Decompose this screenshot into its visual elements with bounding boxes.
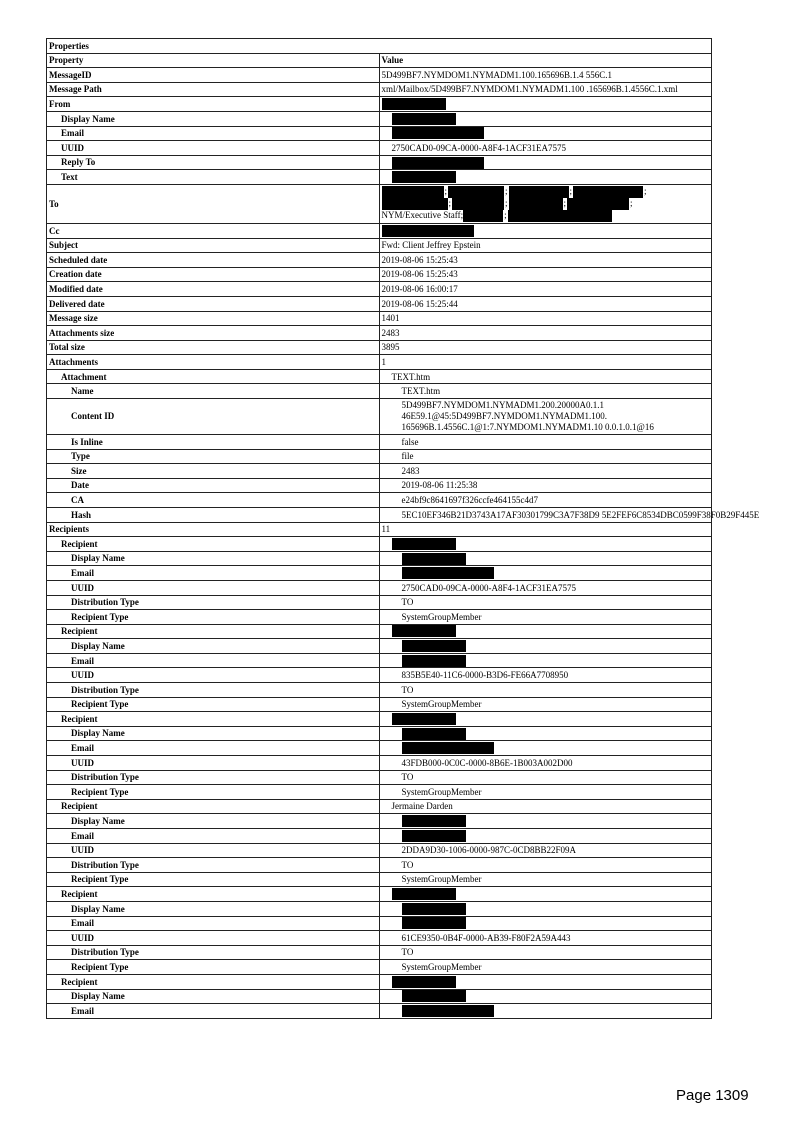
property-value (379, 741, 712, 756)
redaction-block (402, 728, 466, 740)
property-value: SystemGroupMember (379, 785, 712, 800)
property-value: 2483 (379, 326, 712, 341)
property-row (47, 434, 712, 449)
property-name: Cc (47, 223, 380, 238)
to-separator: ; (505, 198, 508, 208)
property-name: Reply To (47, 155, 380, 170)
property-name: Name (47, 384, 380, 399)
to-separator: ; (448, 198, 452, 208)
property-name: Email (47, 1004, 380, 1019)
property-name: UUID (47, 931, 380, 946)
property-name: Hash (47, 507, 380, 522)
property-name: Text (47, 170, 380, 185)
redaction-block (392, 113, 456, 125)
property-value: TEXT.htm (379, 369, 712, 384)
property-value: 1 (379, 355, 712, 370)
property-value: 2019-08-06 16:00:17 (379, 282, 712, 297)
property-name: Recipient (47, 712, 380, 727)
property-row (47, 756, 712, 771)
property-row (47, 697, 712, 712)
property-value: 2750CAD0-09CA-0000-A8F4-1ACF31EA7575 (379, 141, 712, 156)
property-name: Content ID (47, 399, 380, 435)
to-separator: ; (505, 186, 508, 196)
redaction-block (573, 186, 643, 198)
property-row (47, 814, 712, 829)
redaction-block (402, 830, 466, 842)
redaction-block (382, 198, 448, 210)
property-name: Date (47, 478, 380, 493)
redaction-block (382, 186, 444, 198)
redaction-block (392, 538, 456, 550)
property-row (47, 311, 712, 326)
property-row (47, 580, 712, 595)
property-value (379, 111, 712, 126)
property-row (47, 141, 712, 156)
redaction-block (509, 198, 563, 210)
property-row (47, 82, 712, 97)
to-separator: ; (444, 186, 448, 196)
property-row (47, 989, 712, 1004)
property-name: Distribution Type (47, 595, 380, 610)
to-separator: ; (630, 198, 633, 208)
property-value: TO (379, 858, 712, 873)
property-row (47, 170, 712, 185)
property-value: 2019-08-06 15:25:43 (379, 267, 712, 282)
property-value (379, 624, 712, 639)
value-line: 46E59.1@45:5D499BF7.NYMDOM1.NYMADM1.100. (401, 411, 608, 422)
property-value: TO (379, 595, 712, 610)
property-row (47, 478, 712, 493)
property-row (47, 111, 712, 126)
property-value: file (379, 449, 712, 464)
property-name: Email (47, 126, 380, 141)
page-number: Page 1309 (676, 1087, 749, 1104)
property-row (47, 340, 712, 355)
redaction-block (402, 567, 494, 579)
to-separator: ; (563, 198, 567, 208)
properties-table (46, 38, 760, 1019)
property-value: 43FDB000-0C0C-0000-8B6E-1B003A002D00 (379, 756, 712, 771)
property-value: SystemGroupMember (379, 960, 712, 975)
property-value: 2019-08-06 11:25:38 (379, 478, 712, 493)
property-name: Recipient Type (47, 610, 380, 625)
property-name: MessageID (47, 68, 380, 83)
property-row (47, 384, 712, 399)
property-value (379, 916, 712, 931)
property-row (47, 355, 712, 370)
property-name: Attachment (47, 369, 380, 384)
property-value: 3895 (379, 340, 712, 355)
property-name: Attachments size (47, 326, 380, 341)
property-row (47, 610, 712, 625)
redaction-block (392, 157, 484, 169)
property-value (379, 712, 712, 727)
redaction-block (402, 903, 466, 915)
redaction-block (452, 198, 504, 210)
redaction-block (567, 198, 629, 210)
to-separator: ; (504, 210, 507, 220)
property-name: To (47, 184, 380, 223)
property-value: 5EC10EF346B21D3743A17AF30301799C3A7F38D9 5E2FEF6C8534DBC0599F38F0B29F445E (379, 507, 712, 522)
property-row (47, 843, 712, 858)
property-value: 1401 (379, 311, 712, 326)
property-value (379, 901, 712, 916)
property-value: xml/Mailbox/5D499BF7.NYMDOM1.NYMADM1.100 .165696B.1.4556C.1.xml (379, 82, 712, 97)
property-value (379, 814, 712, 829)
redaction-block (392, 888, 456, 900)
property-value: 61CE9350-0B4F-0000-AB39-F80F2A59A443 (379, 931, 712, 946)
property-name: UUID (47, 580, 380, 595)
property-value: 2DDA9D30-1006-0000-987C-0CD8BB22F09A (379, 843, 712, 858)
property-value (379, 551, 712, 566)
property-name: Recipient Type (47, 697, 380, 712)
property-row (47, 155, 712, 170)
property-value (379, 184, 712, 223)
property-row (47, 184, 712, 223)
property-name: CA (47, 493, 380, 508)
property-row (47, 712, 712, 727)
property-row (47, 668, 712, 683)
property-value (379, 155, 712, 170)
property-name: Message size (47, 311, 380, 326)
property-row (47, 493, 712, 508)
property-name: UUID (47, 756, 380, 771)
property-value (379, 829, 712, 844)
property-value: 11 (379, 522, 712, 537)
property-row (47, 326, 712, 341)
property-name: Display Name (47, 814, 380, 829)
redaction-block (402, 640, 466, 652)
property-value: Fwd: Client Jeffrey Epstein (379, 238, 712, 253)
property-row (47, 449, 712, 464)
property-value (379, 537, 712, 552)
property-name: Is Inline (47, 434, 380, 449)
property-value: 5D499BF7.NYMDOM1.NYMADM1.100.165696B.1.4 556C.1 (379, 68, 712, 83)
property-row (47, 566, 712, 581)
property-name: Display Name (47, 726, 380, 741)
property-value: 835B5E40-11C6-0000-B3D6-FE66A7708950 (379, 668, 712, 683)
property-value (379, 989, 712, 1004)
property-row (47, 639, 712, 654)
property-name: Recipient (47, 887, 380, 902)
property-value (379, 97, 712, 112)
property-row (47, 974, 712, 989)
property-name: UUID (47, 843, 380, 858)
property-name: Recipient (47, 799, 380, 814)
property-row (47, 369, 712, 384)
property-value: 2019-08-06 15:25:44 (379, 296, 712, 311)
redaction-block (392, 625, 456, 637)
property-row (47, 785, 712, 800)
property-value: TEXT.htm (379, 384, 712, 399)
property-value: e24bf9c8641697f326ccfe464155c4d7 (379, 493, 712, 508)
property-row (47, 68, 712, 83)
property-row (47, 97, 712, 112)
property-row (47, 960, 712, 975)
property-name: Display Name (47, 551, 380, 566)
to-visible-entry: NYM/Executive Staff; (381, 210, 464, 220)
property-row (47, 726, 712, 741)
redaction-block (402, 553, 466, 565)
property-value: SystemGroupMember (379, 697, 712, 712)
property-row (47, 126, 712, 141)
property-value: 2483 (379, 464, 712, 479)
redaction-block (392, 171, 456, 183)
redaction-block (402, 655, 466, 667)
property-row (47, 464, 712, 479)
property-name: Distribution Type (47, 858, 380, 873)
property-value (379, 126, 712, 141)
value-line: 5D499BF7.NYMDOM1.NYMADM1.200.20000A0.1.1 (401, 400, 605, 411)
property-row (47, 653, 712, 668)
property-row (47, 522, 712, 537)
property-row (47, 282, 712, 297)
property-row (47, 595, 712, 610)
property-value (379, 170, 712, 185)
property-name: Display Name (47, 901, 380, 916)
property-value (379, 639, 712, 654)
redaction-block (392, 976, 456, 988)
property-row (47, 829, 712, 844)
property-value (379, 566, 712, 581)
property-value: Jermaine Darden (379, 799, 712, 814)
property-value: SystemGroupMember (379, 610, 712, 625)
property-name: Email (47, 829, 380, 844)
property-row (47, 296, 712, 311)
property-value: SystemGroupMember (379, 872, 712, 887)
property-name: Scheduled date (47, 253, 380, 268)
property-value: false (379, 434, 712, 449)
property-row (47, 238, 712, 253)
property-name: Recipient (47, 974, 380, 989)
table-title-row (47, 39, 712, 54)
property-row (47, 887, 712, 902)
property-row (47, 931, 712, 946)
property-row (47, 901, 712, 916)
property-name: UUID (47, 141, 380, 156)
redaction-block (382, 98, 446, 110)
property-value: 2019-08-06 15:25:43 (379, 253, 712, 268)
property-name: From (47, 97, 380, 112)
redaction-block (509, 186, 569, 198)
redaction-block (508, 210, 612, 222)
property-name: Recipient (47, 537, 380, 552)
property-name: Attachments (47, 355, 380, 370)
redaction-block (402, 917, 466, 929)
property-row (47, 399, 712, 435)
property-row (47, 683, 712, 698)
property-row (47, 551, 712, 566)
redaction-block (392, 127, 484, 139)
to-line-1 (382, 186, 710, 210)
property-name: Creation date (47, 267, 380, 282)
property-value (379, 887, 712, 902)
redaction-block (463, 210, 503, 222)
property-value (379, 399, 712, 435)
property-row (47, 537, 712, 552)
property-value (379, 974, 712, 989)
property-name: Recipient Type (47, 960, 380, 975)
property-name: Email (47, 653, 380, 668)
property-row (47, 1004, 712, 1019)
header-property: Property (47, 53, 380, 68)
to-line-2 (382, 210, 710, 222)
table-title: Properties (47, 39, 712, 54)
property-name: Message Path (47, 82, 380, 97)
property-name: Delivered date (47, 296, 380, 311)
property-name: Email (47, 916, 380, 931)
header-value: Value (379, 53, 712, 68)
property-row (47, 799, 712, 814)
property-row (47, 253, 712, 268)
property-name: UUID (47, 668, 380, 683)
property-row (47, 507, 712, 522)
redaction-block (402, 990, 466, 1002)
property-name: Email (47, 566, 380, 581)
property-name: Distribution Type (47, 770, 380, 785)
property-value: TO (379, 945, 712, 960)
property-row (47, 916, 712, 931)
property-name: Modified date (47, 282, 380, 297)
property-value (379, 1004, 712, 1019)
property-name: Display Name (47, 111, 380, 126)
redaction-block (402, 1005, 494, 1017)
property-value (379, 223, 712, 238)
redaction-block (402, 742, 494, 754)
property-name: Recipients (47, 522, 380, 537)
property-name: Type (47, 449, 380, 464)
property-row (47, 741, 712, 756)
redaction-block (392, 713, 456, 725)
redaction-block (382, 225, 474, 237)
property-name: Display Name (47, 639, 380, 654)
property-name: Display Name (47, 989, 380, 1004)
property-value (379, 653, 712, 668)
property-value: 2750CAD0-09CA-0000-A8F4-1ACF31EA7575 (379, 580, 712, 595)
property-row (47, 872, 712, 887)
property-row (47, 945, 712, 960)
property-name: Size (47, 464, 380, 479)
property-name: Distribution Type (47, 683, 380, 698)
property-name: Distribution Type (47, 945, 380, 960)
property-name: Recipient Type (47, 872, 380, 887)
property-name: Subject (47, 238, 380, 253)
property-name: Email (47, 741, 380, 756)
property-row (47, 624, 712, 639)
redaction-block (448, 186, 504, 198)
property-row (47, 858, 712, 873)
property-name: Recipient Type (47, 785, 380, 800)
property-row (47, 267, 712, 282)
property-name: Total size (47, 340, 380, 355)
value-line: 165696B.1.4556C.1@1:7.NYMDOM1.NYMADM1.10 0.0.1.0.1@16 (401, 422, 654, 432)
property-row (47, 223, 712, 238)
table-header-row (47, 53, 712, 68)
to-separator: ; (569, 186, 573, 196)
property-row (47, 770, 712, 785)
property-value (379, 726, 712, 741)
redaction-block (402, 815, 466, 827)
property-value: TO (379, 770, 712, 785)
to-separator: ; (644, 186, 647, 196)
property-value: TO (379, 683, 712, 698)
property-name: Recipient (47, 624, 380, 639)
